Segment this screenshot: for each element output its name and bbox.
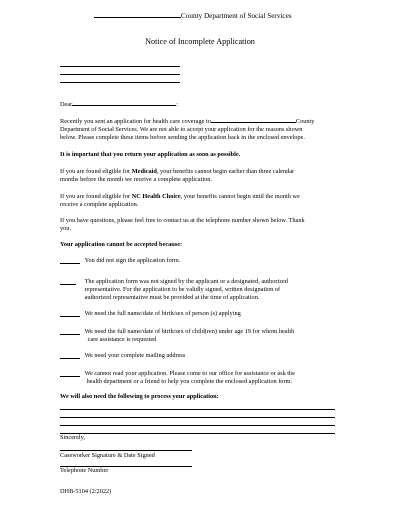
reason-checkbox-4[interactable] <box>60 328 80 335</box>
address-line-1[interactable] <box>60 66 180 67</box>
reason-checkbox-1[interactable] <box>60 257 80 264</box>
questions-paragraph: If you have questions, please feel free to contact us at the telephone number shown below. Thank you. <box>60 217 305 233</box>
recipient-name-blank[interactable] <box>72 99 176 106</box>
county-blank[interactable] <box>211 116 296 123</box>
medicaid-paragraph: If you are found eligible for Medicaid, your benefits cannot begin earlier than three calendar months before the month we receive a complete application. <box>60 168 295 184</box>
reason-item-applicant-info: We need the full name/date of birth/sex of person (s) applying <box>60 310 241 320</box>
reason-checkbox-3[interactable] <box>60 310 80 317</box>
form-id: DHB-5104 (2/2022) <box>60 488 112 495</box>
additional-line-3[interactable] <box>60 425 335 426</box>
additional-line-1[interactable] <box>60 409 335 410</box>
salutation: Dear : <box>60 101 178 108</box>
reason-item-mailing-address: We need your complete mailing address <box>60 352 185 362</box>
additional-heading: We will also need the following to process your application: <box>60 393 219 400</box>
reason-item-unsigned: You did not sign the application form. <box>60 257 180 267</box>
reasons-heading: Your application cannot be accepted because: <box>60 241 183 248</box>
reason-item-not-authorized: The application form was not signed by the applicant or a designated, authorized representative. For the application to be validly signed, written designation of authorized representative must be provided at the time of application. <box>60 278 288 303</box>
address-line-3[interactable] <box>60 82 180 83</box>
additional-line-4[interactable] <box>60 433 335 434</box>
intro-paragraph: Recently you sent an application for health care coverage to County Department of Social Services. We are not able to accept your application for the reasons shown below. Please complete these items before sending the application back in the enclosed envelope. <box>60 118 315 142</box>
nchc-paragraph: If you are found eligible for NC Health Choice, your benefits cannot begin until the month we receive a complete application. <box>60 193 300 209</box>
sincerely: Sincerely, <box>60 434 85 441</box>
additional-line-2[interactable] <box>60 417 335 418</box>
page-title: Notice of Incomplete Application <box>145 37 255 46</box>
important-notice: It is important that you return your application as soon as possible. <box>60 151 241 158</box>
reason-checkbox-2[interactable] <box>60 278 76 285</box>
signature-line[interactable] <box>60 450 192 451</box>
reason-checkbox-5[interactable] <box>60 352 80 359</box>
signature-label: Caseworker Signature & Date Signed <box>60 452 155 459</box>
phone-label: Telephone Number <box>60 467 109 474</box>
county-dept-line: County Department of Social Services <box>94 11 292 20</box>
reason-item-children-info: We need the full name/date of birth/sex of child(ren) under age 19 for whom health care assistance is requested <box>60 328 294 344</box>
address-line-2[interactable] <box>60 74 180 75</box>
reason-checkbox-6[interactable] <box>60 370 80 377</box>
county-name-blank[interactable] <box>94 11 181 18</box>
reason-item-unreadable: We cannot read your application. Please come to our office for assistance or ask the health department or a friend to help you complete the enclosed application form. <box>60 370 295 386</box>
